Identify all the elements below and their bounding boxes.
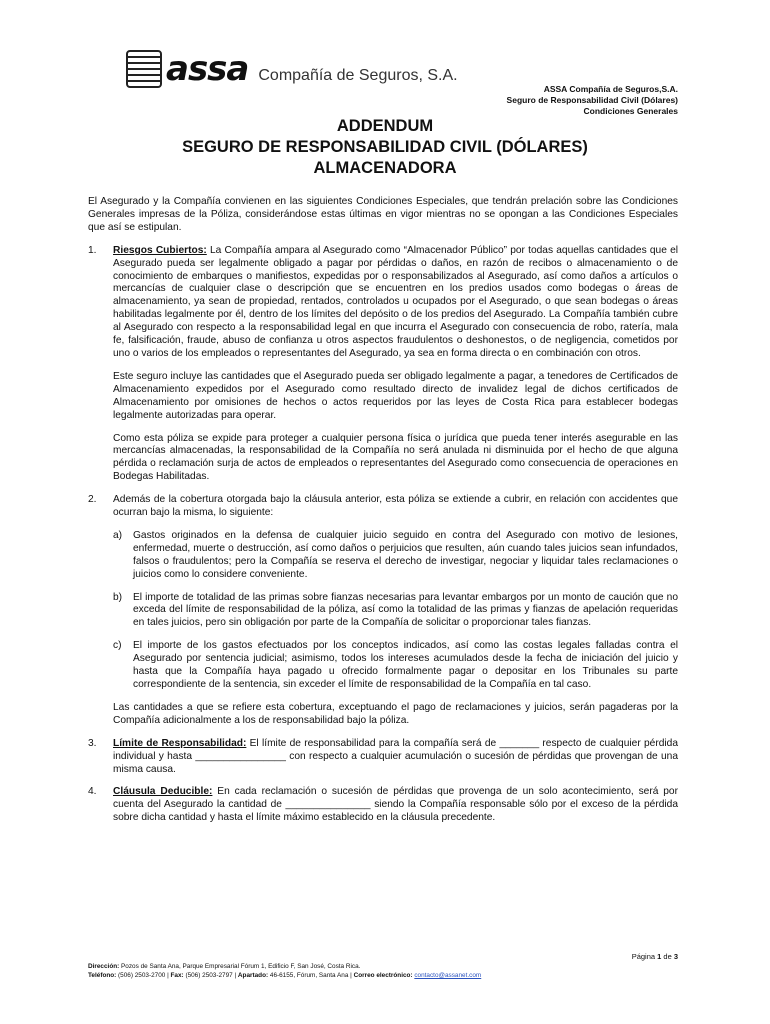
title-line-2: SEGURO DE RESPONSABILIDAD CIVIL (DÓLARES) <box>182 138 588 156</box>
section-text: La Compañía ampara al Asegurado como “Almacenador Público” por todas aquellas cantidades que el Asegurado pueda ser legalmente obligado a pagar por pérdidas o daños, en razón de recibos o almacenamiento o de conocimiento de embarques o manifiestos, expedidas por o responsabilizados al Asegurado, así como daños a artículos o mercancías de cualquier clase o descripción que se encuentren en los predios usados como bodegas o áreas de almacenamiento, ya sean de propiedad, rentados, controlados u ocupados por el Asegurado, o que sean bodegas o áreas habilitadas legalmente por él, dentro de los límites del depósito o de los predios del Asegurado. La Compañía también cubre al Asegurado con respecto a la responsabilidad legal en que incurra el Asegurado con consecuencia de robo, ratería, mala fe, falsificación, fraude, abuso de confianza u otros aspectos fraudulentos o deshonestos, o de negligencia, cometidos por uno o varios de los empleados o representantes del Asegurado, ya sea en forma directa o en combinación con otros. <box>113 244 679 359</box>
title-line-3: ALMACENADORA <box>313 159 457 177</box>
page-of: de <box>661 952 674 961</box>
subitem-a <box>113 530 678 582</box>
subitem-b <box>113 592 678 631</box>
phone-label: Teléfono: <box>88 972 117 979</box>
section-heading: Riesgos Cubiertos: <box>113 244 207 256</box>
fax-text: (506) 2503-2797 | <box>183 972 238 979</box>
section-heading: Límite de Responsabilidad: <box>113 737 247 749</box>
section-text: En cada reclamación o sucesión de pérdidas que provenga de un solo acontecimiento, será por cuenta del Asegurado la cantidad de _______________ siendo la Compañía responsable sólo por el exceso de la pérdida sobre dicha cantidad y hasta el límite máximo establecido en la cláusula precedente. <box>113 786 678 824</box>
lion-emblem-icon <box>126 50 162 88</box>
header-line-2: Seguro de Responsabilidad Civil (Dólares) <box>506 95 678 105</box>
subitem-label: a) <box>113 529 123 541</box>
section-number: 3. <box>88 737 97 749</box>
section-1 <box>88 245 678 484</box>
footer-contact <box>88 971 688 980</box>
section-text: El límite de responsabilidad para la compañía será de _______ respecto de cualquier pérdida individual y hasta ________________ con respecto a cualquier acumulación o sucesión de pérdidas que provengan de una misma causa. <box>113 737 678 775</box>
page-label: Página <box>631 952 658 961</box>
page-number <box>632 952 678 961</box>
subitem-text: El importe de los gastos efectuados por los conceptos indicados, así como las costas legales falladas contra el Asegurado por sentencia judicial; asimismo, todos los intereses acumulados desde la fecha de iniciación del juicio y hasta que la Compañía haya pagado u ofrecido formalmente pagar o depositar en los Tribunales su parte correspondiente de la sentencia, sin exceder el límite de responsabilidad de la Compañía en tal caso. <box>133 640 678 690</box>
section-number: 4. <box>88 786 97 798</box>
section-4 <box>88 786 678 825</box>
header-line-3: Condiciones Generales <box>583 106 678 116</box>
subitem-text: Gastos originados en la defensa de cualquier juicio seguido en contra del Asegurado con motivo de lesiones, enfermedad, muerte o destrucción, así como daños o perjuicios que resulten, aún cuando tales juicios sean infundados, falsos o fraudulentos; pero la Compañía se reserva el derecho de investigar, negociar y liquidar tales reclamaciones o juicios como lo considere conveniente. <box>133 529 678 580</box>
page-current: 1 <box>657 952 662 961</box>
email-link[interactable]: contacto@assanet.com <box>414 972 482 979</box>
section-heading: Cláusula Deducible: <box>113 786 213 798</box>
address-text: Pozos de Santa Ana, Parque Empresarial Fórum 1, Edificio F, San José, Costa Rica. <box>119 963 361 970</box>
logo-wordmark: assa <box>166 49 249 89</box>
intro-paragraph: El Asegurado y la Compañía convienen en las siguientes Condiciones Especiales, que tendrán prelación sobre las Condiciones Generales impresas de la Póliza, considerándose estas últimas en vigor mientras no se opongan a las Condiciones Especiales que así se estipulan. <box>88 196 678 233</box>
logo-company-name: Compañía de Seguros, S.A. <box>258 67 458 84</box>
address-label: Dirección: <box>88 963 120 970</box>
header-line-1: ASSA Compañía de Seguros,S.A. <box>543 84 678 94</box>
subitem-label: b) <box>113 591 123 603</box>
section-number: 2. <box>88 494 97 506</box>
document-title <box>0 116 770 179</box>
page-total: 3 <box>673 952 678 961</box>
section-2 <box>88 494 678 728</box>
fax-label: Fax: <box>170 972 184 979</box>
section-number: 1. <box>88 244 97 256</box>
document-header <box>507 84 678 117</box>
section-paragraph: Además de la cobertura otorgada bajo la cláusula anterior, esta póliza se extiende a cubrir, en relación con accidentes que ocurran bajo la misma, lo siguiente: <box>113 494 678 519</box>
po-box-text: 46-6155, Fórum, Santa Ana | <box>268 972 354 979</box>
section-3 <box>88 738 678 777</box>
po-box-label: Apartado: <box>237 972 269 979</box>
document-body <box>88 196 678 835</box>
email-label: Correo electrónico: <box>353 972 413 979</box>
section-paragraph: Las cantidades a que se refiere esta cobertura, exceptuando el pago de reclamaciones y juicios, serán pagaderas por la Compañía adicionalmente a los de responsabilidad bajo la póliza. <box>113 701 678 726</box>
footer-address <box>88 962 688 971</box>
company-logo <box>126 50 458 88</box>
phone-text: (506) 2503-2700 | <box>116 972 171 979</box>
section-paragraph: Este seguro incluye las cantidades que el Asegurado pueda ser obligado legalmente a pagar, a tenedores de Certificados de Almacenamiento expedidos por el Asegurado como resultado directo de invalidez legal de dichos certificados de Almacenamiento por omisiones de hechos o actos requeridos por las leyes de Costa Rica para establecer bodegas legalmente autorizadas para operar. <box>113 370 678 421</box>
page-footer <box>88 962 688 980</box>
subitem-c <box>113 640 678 692</box>
section-paragraph: Como esta póliza se expide para proteger a cualquier persona física o jurídica que pueda tener interés asegurable en las mercancías almacenadas, la responsabilidad de la Compañía no será anulada ni disminuida por el hecho de que alguna pérdida o reclamación surja de actos de empleados o representantes del Asegurado como consecuencia de operaciones en Bodegas Habilitadas. <box>113 432 678 483</box>
title-line-1: ADDENDUM <box>336 117 434 135</box>
subitem-label: c) <box>113 640 122 652</box>
subitem-text: El importe de totalidad de las primas sobre fianzas necesarias para levantar embargos por un monto de caución que no exceda del límite de responsabilidad de la póliza, así como la totalidad de las primas y fianzas de apelación requeridas en tales juicios, pero sin obligación por parte de la Compañía de solicitar o proporcionar tales fianzas. <box>133 591 678 629</box>
